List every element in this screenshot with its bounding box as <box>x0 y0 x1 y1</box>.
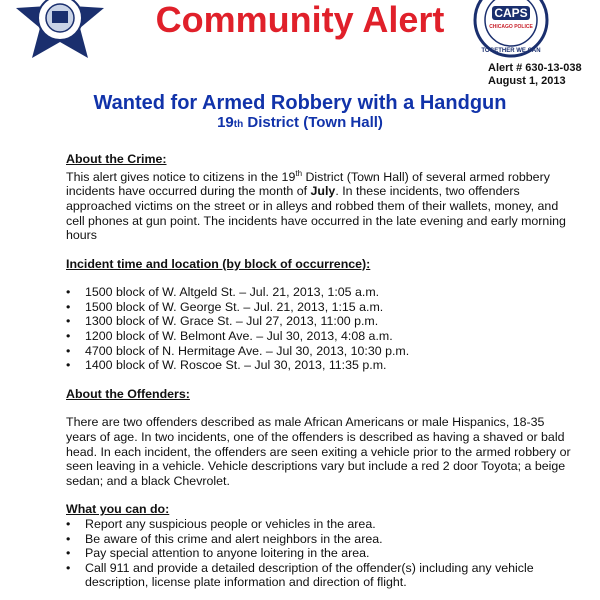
caps-badge <box>470 0 552 58</box>
caps-sub-text: CHICAGO POLICE <box>489 24 533 30</box>
offenders-text: There are two offenders described as male African Americans or male Hispanics, 18-35 years of age. In two incidents, one of the offenders is described as having a shaved or bald head. In each incident, the offenders are seen exiting a vehicle prior to the armed robbery or seen leaving in a vehicle. Vehicle descriptions vary but include a red 2 door Toyota; a beige sedan; and a black Chevrolet. <box>66 415 571 488</box>
caps-badge-icon <box>470 0 552 58</box>
action-item: • Be aware of this crime and alert neighbors in the area. <box>66 532 571 547</box>
incident-item: • 1200 block of W. Belmont Ave. – Jul 30, 2013, 4:08 a.m. <box>66 329 571 344</box>
crime-text-sup: th <box>295 168 303 178</box>
action-list <box>66 517 571 590</box>
district-suffix: th <box>233 119 244 130</box>
crime-text-bold: July <box>310 184 336 199</box>
alert-body <box>66 152 571 590</box>
crime-text <box>66 167 571 243</box>
district-number: 19 <box>217 114 234 131</box>
crime-text-a: This alert gives notice to citizens in the 19 <box>66 169 296 184</box>
caps-logo-text: CAPS <box>494 6 528 20</box>
offenders-title: About the Offenders: <box>66 386 190 401</box>
action-item: • Call 911 and provide a detailed description of the offender(s) including any vehicle description, license plate information and direction of flight. <box>66 561 571 590</box>
page-title: Community Alert <box>155 0 445 40</box>
incident-item: • 1300 block of W. Grace St. – Jul 27, 2013, 11:00 p.m. <box>66 314 571 329</box>
incident-item: • 4700 block of N. Hermitage Ave. – Jul 30, 2013, 10:30 p.m. <box>66 344 571 359</box>
district-rest: District (Town Hall) <box>243 114 383 131</box>
incident-item: • 1500 block of W. Altgeld St. – Jul. 21, 2013, 1:05 a.m. <box>66 285 571 300</box>
action-item: • Report any suspicious people or vehicles in the area. <box>66 517 571 532</box>
crime-title: About the Crime: <box>66 152 167 166</box>
action-item: • Pay special attention to anyone loitering in the area. <box>66 546 571 561</box>
crime-text-c: . In these incidents, two offenders approached victims on the street or in alleys and robbed them of their wallets, money, and cell phones at gun point. The incidents have occurred in the late evening and early morning hours <box>66 184 566 243</box>
incidents-title: Incident time and location (by block of occurrence): <box>66 256 371 271</box>
alert-number: Alert # 630-13-038 <box>488 62 582 74</box>
incident-item: • 1500 block of W. George St. – Jul. 21, 2013, 1:15 a.m. <box>66 300 571 315</box>
actions-title: What you can do: <box>66 502 170 517</box>
alert-date: August 1, 2013 <box>488 75 566 87</box>
caps-ring-text: TOGETHER WE CAN <box>481 48 541 54</box>
alert-meta <box>488 62 582 88</box>
incident-item: • 1400 block of W. Roscoe St. – Jul 30, 2013, 11:35 p.m. <box>66 358 571 373</box>
crime-text-b: District (Town Hall) of several armed robbery incidents have occurred during the month of <box>66 169 550 199</box>
district-subhead <box>0 114 600 134</box>
headline: Wanted for Armed Robbery with a Handgun <box>93 92 507 114</box>
incident-list <box>66 285 571 373</box>
